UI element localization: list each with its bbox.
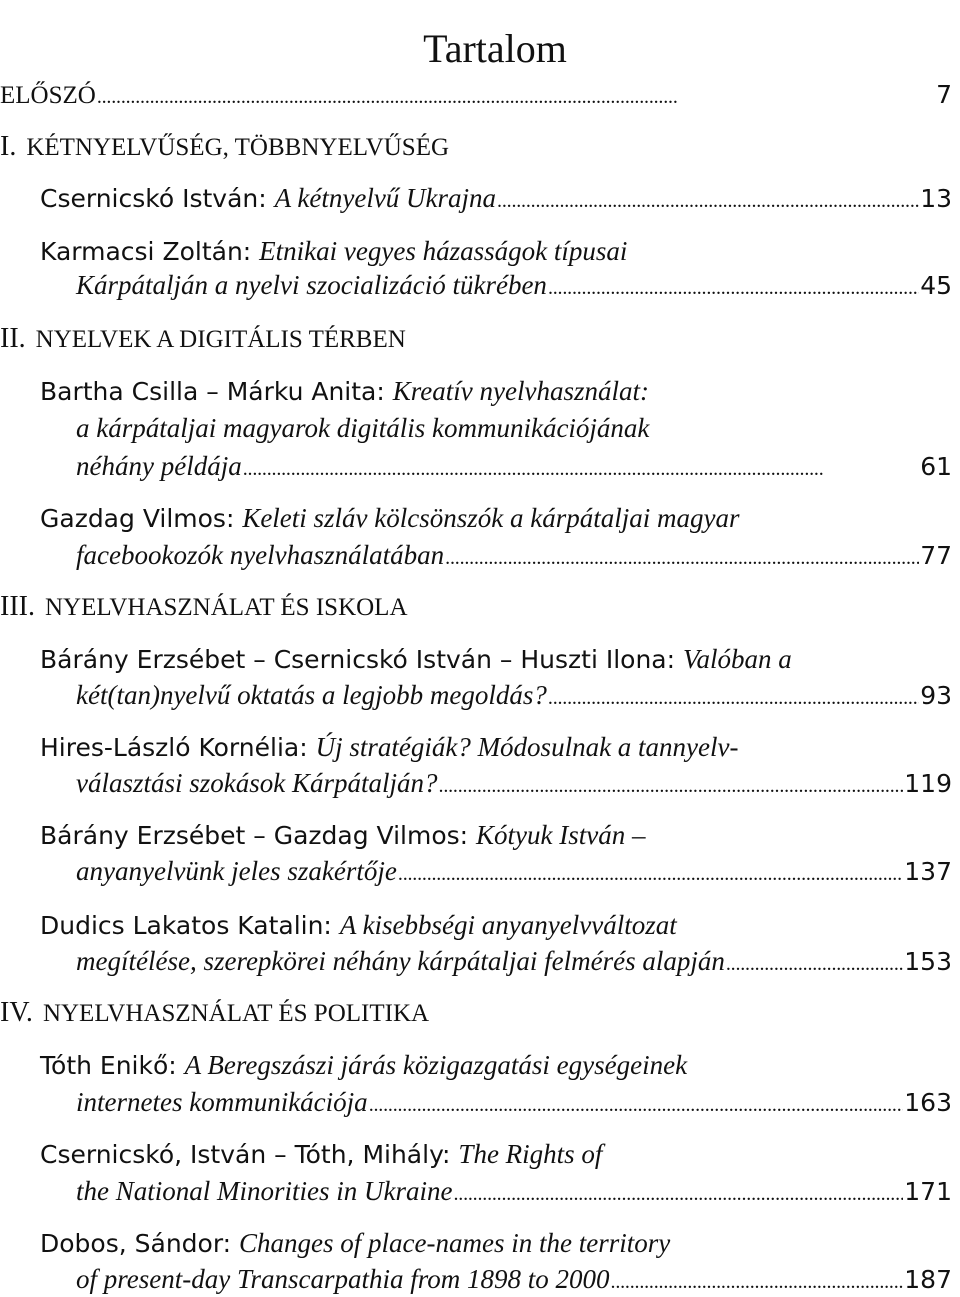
dot-leader: [439, 771, 904, 801]
section-number: II.: [0, 323, 26, 354]
toc-entry[interactable]: [40, 644, 952, 674]
dot-leader: [398, 859, 903, 889]
toc-entry[interactable]: [40, 910, 952, 940]
dot-leader: [453, 1179, 903, 1209]
dot-leader: [97, 82, 935, 112]
entry-author: Bartha Csilla – Márku Anita:: [40, 377, 393, 406]
dot-leader: [445, 543, 919, 573]
toc-entry-continuation[interactable]: [76, 856, 952, 886]
entry-title: The Rights of: [458, 1139, 603, 1169]
entry-title: Keleti szláv kölcsönszók a kárpátaljai magyar: [242, 503, 740, 533]
entry-title: Kárpátalján a nyelvi szocializáció tükrében: [76, 270, 547, 300]
entry-title: Kreatív nyelvhasználat:: [392, 376, 649, 406]
toc-entry-continuation[interactable]: [76, 946, 952, 976]
toc-entry[interactable]: [40, 236, 952, 266]
toc-entry-foreword[interactable]: [0, 80, 952, 110]
entry-title: Etnikai vegyes házasságok típusai: [259, 236, 628, 266]
page-title: Tartalom: [423, 25, 567, 71]
dot-leader: [548, 273, 919, 303]
page-number: 13: [920, 184, 952, 213]
page-number: 137: [904, 857, 952, 886]
page-number: 61: [920, 452, 952, 481]
dot-leader: [243, 454, 919, 484]
entry-title: Changes of place-names in the territory: [239, 1228, 671, 1258]
page-number: 93: [920, 681, 952, 710]
entry-title: Új stratégiák? Módosulnak a tannyelv-: [315, 732, 739, 762]
toc-entry-continuation[interactable]: [76, 540, 952, 570]
toc-entry[interactable]: [40, 1228, 952, 1258]
toc-entry[interactable]: [40, 183, 952, 213]
entry-title: két(tan)nyelvű oktatás a legjobb megoldás?: [76, 680, 547, 710]
section-heading: [0, 998, 952, 1028]
entry-author: Csernicskó István:: [40, 184, 275, 213]
entry-title: a kárpátaljai magyarok digitális kommunikációjának: [76, 413, 650, 443]
toc-entry-continuation[interactable]: [76, 1176, 952, 1206]
dot-leader: [726, 949, 903, 979]
entry-author: Bárány Erzsébet – Csernicskó István – Huszti Ilona:: [40, 645, 683, 674]
page-number: 119: [904, 769, 952, 798]
entry-author: Dudics Lakatos Katalin:: [40, 911, 340, 940]
entry-title: A kisebbségi anyanyelvváltozat: [339, 910, 677, 940]
dot-leader: [548, 683, 919, 713]
entry-author: Dobos, Sándor:: [40, 1229, 240, 1258]
section-heading: [0, 324, 952, 354]
entry-title: Valóban a: [682, 644, 792, 674]
entry-title: internetes kommunikációja: [76, 1087, 368, 1117]
toc-entry[interactable]: [40, 1050, 952, 1080]
section-heading: [0, 592, 952, 622]
toc-entry[interactable]: [40, 732, 952, 762]
section-title: NYELVHASZNÁLAT ÉS ISKOLA: [44, 594, 408, 621]
foreword-label: ELŐSZÓ: [0, 82, 96, 109]
section-title: NYELVHASZNÁLAT ÉS POLITIKA: [42, 1000, 430, 1027]
entry-author: Tóth Enikő:: [40, 1051, 185, 1080]
toc-entry-continuation[interactable]: [76, 1087, 952, 1117]
entry-title: néhány példája: [76, 451, 242, 481]
page-number: 45: [920, 271, 952, 300]
entry-title: of present-day Transcarpathia from 1898 to 2000: [76, 1264, 610, 1294]
section-number: IV.: [0, 997, 33, 1028]
section-title: NYELVEK A DIGITÁLIS TÉRBEN: [35, 326, 406, 353]
entry-title: A kétnyelvű Ukrajna: [274, 183, 497, 213]
dot-leader: [369, 1090, 904, 1120]
section-title: KÉTNYELVŰSÉG, TÖBBNYELVŰSÉG: [26, 134, 450, 161]
section-number: I.: [0, 131, 17, 162]
entry-title: megítélése, szerepkörei néhány kárpátaljai felmérés alapján: [76, 946, 725, 976]
section-number: III.: [0, 591, 35, 622]
entry-author: Bárány Erzsébet – Gazdag Vilmos:: [40, 821, 477, 850]
entry-title: választási szokások Kárpátalján?: [76, 768, 438, 798]
toc-entry-continuation[interactable]: [76, 680, 952, 710]
entry-title: facebookozók nyelvhasználatában: [76, 540, 445, 570]
toc-entry[interactable]: [40, 376, 952, 406]
page-number: 187: [904, 1265, 952, 1294]
entry-author: Karmacsi Zoltán:: [40, 237, 260, 266]
page-number: 153: [904, 947, 952, 976]
toc-entry[interactable]: [40, 1139, 952, 1169]
entry-author: Gazdag Vilmos:: [40, 504, 243, 533]
toc-entry-continuation[interactable]: [76, 768, 952, 798]
toc-entry-continuation[interactable]: [76, 1264, 952, 1294]
toc-entry-continuation[interactable]: [76, 413, 952, 443]
dot-leader: [497, 186, 919, 216]
entry-title: A Beregszászi járás közigazgatási egységeinek: [184, 1050, 688, 1080]
entry-title: Kótyuk István –: [476, 820, 646, 850]
section-heading: [0, 132, 952, 162]
entry-author: Csernicskó, István – Tóth, Mihály:: [40, 1140, 459, 1169]
dot-leader: [611, 1267, 904, 1297]
toc-entry-continuation[interactable]: [76, 451, 952, 481]
page-number: 163: [904, 1088, 952, 1117]
page-number: 7: [936, 80, 952, 109]
toc-entry[interactable]: [40, 503, 952, 533]
entry-title: the National Minorities in Ukraine: [76, 1176, 453, 1206]
page-number: 171: [904, 1177, 952, 1206]
entry-author: Hires-László Kornélia:: [40, 733, 316, 762]
page-number: 77: [920, 541, 952, 570]
toc-entry[interactable]: [40, 820, 952, 850]
toc-entry-continuation[interactable]: [76, 270, 952, 300]
entry-title: anyanyelvünk jeles szakértője: [76, 856, 397, 886]
